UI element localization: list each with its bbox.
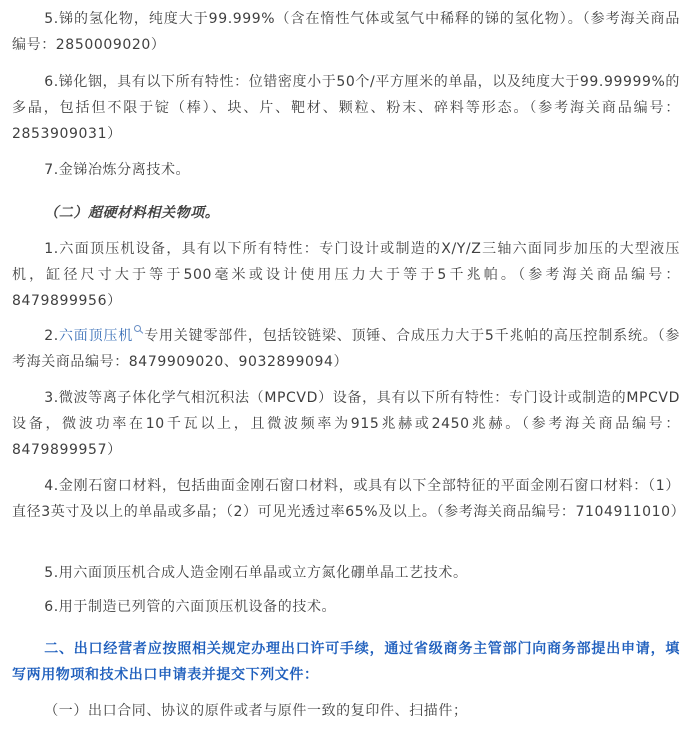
item-mpcvd-equipment: 3.微波等离子体化学气相沉积法（MPCVD）设备，具有以下所有特性：专门设计或制造的MPCVD设备，微波功率在10千瓦以上，且微波频率为915兆赫或2450兆赫。（参考海关商品编号：8479899957） (12, 390, 680, 458)
part2-heading-text: 二、出口经营者应按照相关规定办理出口许可手续，通过省级商务主管部门向商务部提出申请，填写两用物项和技术出口申请表并提交下列文件： (12, 641, 680, 683)
item-indium-antimonide: 6.锑化铟，具有以下所有特性：位错密度小于50个/平方厘米的单晶，以及纯度大于99.99999%的多晶，包括但不限于锭（棒）、块、片、靶材、颗粒、粉末、碎料等形态。（参考海关商品编号：2853909031） (12, 74, 680, 142)
item-antimony-hydride: 5.锑的氢化物，纯度大于99.999%（含在惰性气体或氢气中稀释的锑的氢化物）。（参考海关商品编号：2850009020） (12, 11, 680, 53)
item-diamond-window: 4.金刚石窗口材料，包括曲面金刚石窗口材料，或具有以下全部特征的平面金刚石窗口材料：（1）直径3英寸及以上的单晶或多晶；（2）可见光透过率65%及以上。（参考海关商品编号：7104911010） (12, 478, 686, 520)
item-gold-antimony-tech: 7.金锑冶炼分离技术。 (44, 162, 191, 178)
part2-item-contract: （一）出口合同、协议的原件或者与原件一致的复印件、扫描件； (44, 703, 468, 719)
part2-heading (12, 636, 680, 688)
item2-rest: 专用关键零部件，包括铰链梁、顶锤、合成压力大于5千兆帕的高压控制系统。（参考海关商品编号：8479909020、9032899094） (12, 328, 681, 370)
section-heading-superhard (12, 200, 680, 226)
search-icon[interactable] (134, 325, 141, 332)
item-cubic-press-parts (12, 323, 680, 375)
item-cubic-press-equipment: 1.六面顶压机设备，具有以下所有特性：专门设计或制造的X/Y/Z三轴六面同步加压的大型液压机，缸径尺寸大于等于500毫米或设计使用压力大于等于5千兆帕。（参考海关商品编号：8479899956） (12, 241, 680, 309)
item2-prefix: 2. (44, 328, 59, 344)
cubic-press-link[interactable]: 六面顶压机 (58, 328, 134, 344)
item-manufacturing-tech: 6.用于制造已列管的六面顶压机设备的技术。 (44, 599, 337, 615)
item-synthesis-tech: 5.用六面顶压机合成人造金刚石单晶或立方氮化硼单晶工艺技术。 (44, 565, 468, 581)
section-heading-text: （二）超硬材料相关物项。 (44, 205, 220, 221)
